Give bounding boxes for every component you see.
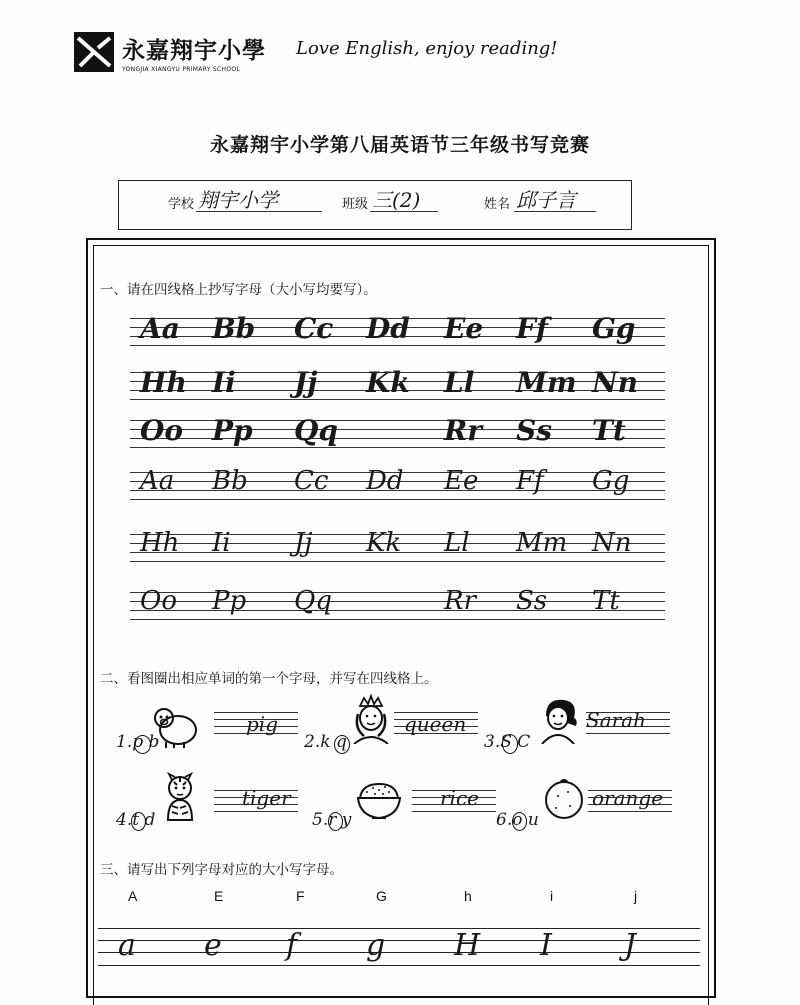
class-underline [370, 211, 438, 212]
tiger-icon [156, 772, 206, 822]
item2-circle-mark [334, 735, 350, 754]
letter-pair[interactable]: Kk [366, 528, 402, 558]
letter-pair[interactable]: Ss [516, 586, 548, 616]
letter-pair[interactable]: Rr [444, 586, 477, 616]
school-value[interactable]: 翔宇小学 [198, 188, 278, 212]
item5-letters[interactable]: r y [328, 810, 352, 830]
letter-pair[interactable]: Cc [294, 466, 329, 496]
item5-number: 5. [312, 810, 329, 830]
page-title: 永嘉翔宇小学第八届英语节三年级书写竞赛 [209, 134, 590, 156]
letter-pair[interactable]: Ll [444, 366, 475, 399]
school-name-en: YONGJIA XIANGYU PRIMARY SCHOOL [122, 66, 241, 73]
item1-letters[interactable]: p b [132, 732, 160, 752]
item6-letters[interactable]: o u [512, 810, 539, 830]
answer-letter[interactable]: I [540, 928, 552, 963]
letter-pair[interactable]: Gg [592, 312, 636, 345]
letter-pair[interactable]: Mm [516, 366, 577, 399]
item1-circle-mark [134, 735, 151, 754]
answer-frame-inner [93, 245, 709, 1005]
letter-pair[interactable]: Aa [140, 466, 175, 496]
letter-pair[interactable]: Hh [140, 366, 187, 399]
class-label: 班级 [342, 197, 369, 212]
school-label: 学校 [168, 197, 195, 212]
answer-letter[interactable]: e [204, 928, 222, 963]
letter-pair[interactable]: Gg [592, 466, 630, 496]
letter-pair[interactable]: Nn [592, 366, 638, 399]
item4-letters[interactable]: t d [132, 810, 156, 830]
item4-number: 4. [116, 810, 133, 830]
letter-pair[interactable]: Qq [294, 414, 338, 447]
item2-letters[interactable]: k q [320, 732, 347, 752]
letter-pair[interactable]: Dd [366, 466, 404, 496]
given-letter: h [464, 888, 472, 904]
item2-word[interactable]: queen [404, 712, 467, 736]
item2-number: 2. [304, 732, 321, 752]
item5-word[interactable]: rice [440, 786, 479, 810]
letter-pair[interactable]: Oo [140, 414, 184, 447]
letter-pair[interactable]: Qq [294, 586, 332, 616]
letter-pair[interactable]: Ss [516, 414, 552, 447]
given-letter: A [128, 888, 138, 904]
name-value[interactable]: 邱子言 [516, 188, 576, 212]
answer-letter[interactable]: f [286, 928, 298, 963]
letter-pair[interactable]: Nn [592, 528, 632, 558]
item4-word[interactable]: tiger [242, 786, 291, 810]
item6-number: 6. [496, 810, 513, 830]
item4-circle-mark [131, 812, 146, 831]
name-label: 姓名 [484, 197, 511, 212]
item5-circle-mark [328, 812, 343, 831]
letter-pair[interactable]: Ee [444, 466, 479, 496]
answer-letter[interactable]: J [624, 928, 637, 963]
section3-lineset [98, 928, 700, 968]
letter-pair[interactable]: Pp [212, 586, 247, 616]
letter-pair[interactable]: Pp [212, 414, 253, 447]
letter-pair[interactable]: Ll [444, 528, 470, 558]
letter-pair[interactable]: Ee [444, 312, 484, 345]
letter-pair[interactable]: Rr [444, 414, 483, 447]
girl-icon [532, 694, 582, 744]
letter-pair[interactable]: Bb [212, 466, 248, 496]
letter-pair[interactable]: Mm [516, 528, 568, 558]
letter-pair[interactable]: Jj [294, 366, 318, 399]
section1-lineset [130, 420, 665, 448]
item6-word[interactable]: orange [592, 786, 664, 810]
motto: Love English, enjoy reading! [296, 38, 558, 59]
letter-pair[interactable]: Tt [592, 414, 626, 447]
letter-pair[interactable]: Ii [212, 366, 236, 399]
letter-pair[interactable]: Oo [140, 586, 177, 616]
orange-icon [540, 772, 590, 822]
rice-bowl-icon [354, 776, 404, 826]
name-underline [514, 211, 596, 212]
section2-title: 二、看图圈出相应单词的第一个字母，并写在四线格上。 [100, 671, 438, 687]
item3-word[interactable]: Sarah [586, 708, 646, 732]
section1-title: 一、请在四线格上抄写字母（大小写均要写）。 [100, 282, 377, 298]
class-value[interactable]: 三(2) [372, 188, 421, 212]
item1-number: 1. [116, 732, 133, 752]
queen-icon [346, 694, 396, 744]
item6-circle-mark [512, 812, 527, 831]
item1-word[interactable]: pig [246, 712, 279, 736]
letter-pair[interactable]: Aa [140, 312, 180, 345]
given-letter: i [550, 888, 554, 904]
letter-pair[interactable]: Ff [516, 466, 544, 496]
given-letter: G [376, 888, 387, 904]
school-logo-icon [74, 32, 114, 72]
answer-letter[interactable]: H [454, 928, 481, 963]
given-letter: E [214, 888, 224, 904]
item3-letters[interactable]: S C [500, 732, 531, 752]
letter-pair[interactable]: Bb [212, 312, 256, 345]
section3-title: 三、请写出下列字母对应的大小写字母。 [100, 862, 343, 878]
letter-pair[interactable]: Tt [592, 586, 620, 616]
letter-pair[interactable]: Hh [140, 528, 180, 558]
given-letter: F [296, 888, 305, 904]
letter-pair[interactable]: Ii [212, 528, 231, 558]
item3-circle-mark [502, 734, 518, 754]
school-name-cn: 永嘉翔宇小學 [122, 37, 266, 64]
section1-lineset [130, 592, 665, 620]
school-underline [196, 211, 322, 212]
answer-letter[interactable]: g [366, 928, 386, 963]
item3-number: 3. [484, 732, 501, 752]
letter-pair[interactable]: Dd [366, 312, 410, 345]
letter-pair[interactable]: Cc [294, 312, 334, 345]
letter-pair[interactable]: Ff [516, 312, 548, 345]
answer-letter[interactable]: a [118, 928, 136, 963]
given-letter: j [634, 888, 638, 904]
letter-pair[interactable]: Kk [366, 366, 410, 399]
letter-pair[interactable]: Jj [294, 528, 313, 558]
